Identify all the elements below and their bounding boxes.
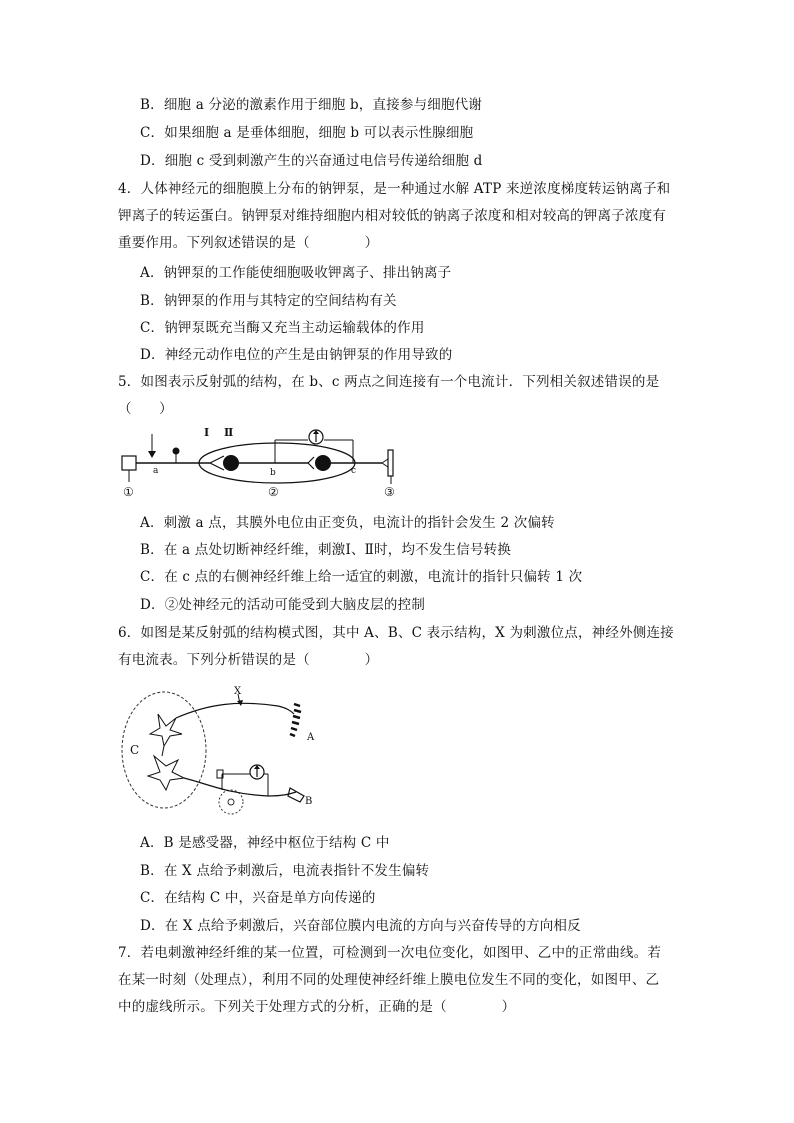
q5-label-I: Ⅰ xyxy=(204,426,210,439)
q5-label-3: ③ xyxy=(384,485,395,499)
q7-stem-line-3: 中的虚线所示。下列关于处理方式的分析，正确的是（ ） xyxy=(118,999,516,1015)
q4-option-b: B．钠钾泵的作用与其特定的空间结构有关 xyxy=(140,293,397,309)
q6-option-c: C．在结构 C 中，兴奋是单方向传递的 xyxy=(140,890,376,906)
q5-stem-line-2: （ ） xyxy=(118,401,173,417)
q5-neuron-body-1 xyxy=(223,455,239,471)
q5-ganglion-knob xyxy=(173,448,180,455)
q5-label-II: Ⅱ xyxy=(224,426,234,439)
q5-label-2: ② xyxy=(268,485,279,499)
q5-option-a: A．刺激 a 点，其膜外电位由正变负，电流计的指针会发生 2 次偏转 xyxy=(140,515,555,531)
q6-label-A: A xyxy=(307,732,315,743)
q5-label-c: c xyxy=(351,466,357,476)
q5-option-b: B．在 a 点处切断神经纤维，刺激Ⅰ、Ⅱ时，均不发生信号转换 xyxy=(140,542,512,558)
q5-option-c: C．在 c 点的右侧神经纤维上给一适宜的刺激，电流计的指针只偏转 1 次 xyxy=(140,569,583,585)
q5-option-d: D．②处神经元的活动可能受到大脑皮层的控制 xyxy=(140,597,426,613)
q3-option-c: C．如果细胞 a 是垂体细胞，细胞 b 可以表示性腺细胞 xyxy=(140,125,474,141)
q4-option-d: D．神经元动作电位的产生是由钠钾泵的作用导致的 xyxy=(140,347,453,363)
q6-stem-line-1: 6．如图是某反射弧的结构模式图，其中 A、B、C 表示结构，X 为刺激位点，神经外侧连接 xyxy=(118,625,674,641)
q6-neuron-lower xyxy=(148,756,184,790)
q5-label-a: a xyxy=(153,466,159,476)
q7-stem-line-1: 7．若电刺激神经纤维的某一位置，可检测到一次电位变化，如图甲、乙中的正常曲线。若 xyxy=(118,945,662,961)
q5-receptor-box xyxy=(122,456,136,470)
q6-option-b: B．在 X 点给予刺激后，电流表指针不发生偏转 xyxy=(140,863,430,879)
q5-reflex-arc-diagram xyxy=(110,420,410,502)
q3-option-b: B．细胞 a 分泌的激素作用于细胞 b，直接参与细胞代谢 xyxy=(140,97,483,113)
q6-option-d: D．在 X 点给予刺激后，兴奋部位膜内电流的方向与兴奋传导的方向相反 xyxy=(140,918,581,934)
q4-option-c: C．钠钾泵既充当酶又充当主动运输载体的作用 xyxy=(140,320,425,336)
q5-stem-line-1: 5．如图表示反射弧的结构，在 b、c 两点之间连接有一个电流计．下列相关叙述错误的是 xyxy=(118,374,660,390)
q6-option-a: A．B 是感受器，神经中枢位于结构 C 中 xyxy=(140,835,390,851)
q6-label-X: X xyxy=(234,686,242,697)
q6-small-ganglion xyxy=(219,790,243,814)
q6-receptor-B xyxy=(288,788,304,802)
q4-stem-line-3: 重要作用。下列叙述错误的是（ ） xyxy=(118,235,379,251)
q5-label-1: ① xyxy=(123,485,134,499)
q6-reflex-arc-diagram xyxy=(118,684,328,834)
q5-neuron-body-2 xyxy=(315,455,331,471)
q6-neuron-upper xyxy=(150,714,182,746)
q4-stem-line-2: 钾离子的转运蛋白。钠钾泵对维持细胞内相对较低的钠离子浓度和相对较高的钾离子浓度有 xyxy=(118,208,666,224)
q5-effector-box xyxy=(388,450,393,476)
q6-effector-A xyxy=(290,704,301,736)
q3-option-d: D．细胞 c 受到刺激产生的兴奋通过电信号传递给细胞 d xyxy=(140,153,483,169)
q7-stem-line-2: 在某一时刻（处理点），利用不同的处理使神经纤维上膜电位发生不同的变化，如图甲、乙 xyxy=(118,972,660,988)
q6-label-C: C xyxy=(130,743,140,757)
q5-stimulus-arrow xyxy=(148,451,156,458)
q4-stem-line-1: 4．人体神经元的细胞膜上分布的钠钾泵，是一种通过水解 ATP 来逆浓度梯度转运钠离子和 xyxy=(118,181,671,197)
q6-stem-line-2: 有电流表。下列分析错误的是（ ） xyxy=(118,652,379,668)
q6-label-B: B xyxy=(305,796,313,807)
q4-option-a: A．钠钾泵的工作能使细胞吸收钾离子、排出钠离子 xyxy=(140,265,452,281)
q5-label-b: b xyxy=(270,468,276,478)
